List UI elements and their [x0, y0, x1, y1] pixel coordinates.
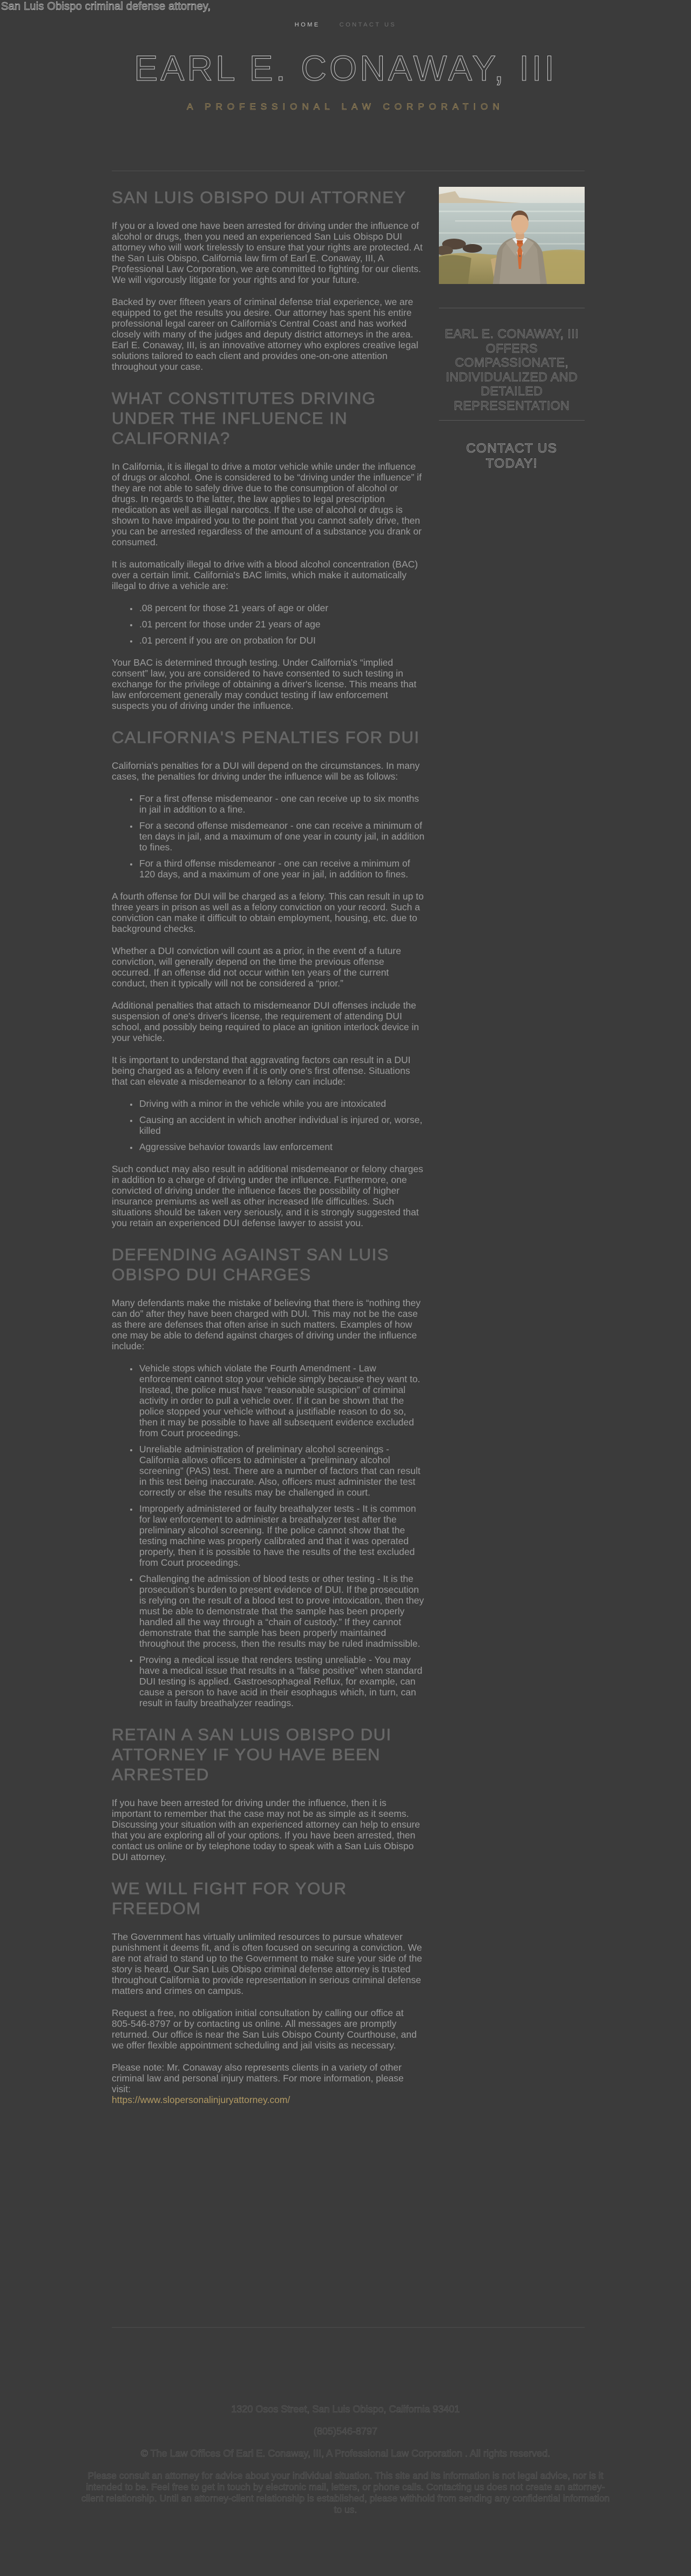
- footer-copyright: © The Law Offices Of Earl E. Conaway, III, A Professional Law Corporation . All rights reserved.: [140, 2448, 551, 2459]
- footer-disclaimer: Please consult an attorney for advice about your individual situation. This site and its information is not legal advice, nor is it intended to be. Feel free to get in touch by electronic mail, letters, or phone calls. Contacting us does not create an attorney-client relationship. Until an attorney-client relationship is established, please withhold from sending any confidential information to us.: [81, 2470, 610, 2515]
- list-item: • For a first offense misdemeanor - one can receive up to six months in jail in addition to a fine.: [138, 793, 425, 815]
- paragraph: In California, it is illegal to drive a motor vehicle while under the influence of drugs or alcohol. One is considered to be “driving under the influence” if they are not able to safely drive due to the consumption of alcohol or drugs. In regards to the latter, the law applies to legal prescription medication as well as illegal narcotics. If the use of alcohol or drugs is shown to have impaired you to the point that you cannot safely drive, then you can be arrested regardless of the amount of a substance you drank or consumed.: [112, 461, 422, 547]
- bac-limits-list: [112, 603, 425, 646]
- footer-phone: (805)546-8797: [313, 2426, 378, 2437]
- list-item: • For a second offense misdemeanor - one can receive a minimum of ten days in jail, and a maximum of one year in county jail, in addition to fines.: [138, 820, 425, 853]
- footer: [0, 2404, 691, 2516]
- paragraph: If you have been arrested for driving under the influence, then it is important to remember that the case may not be as simple as it seems. Discussing your situation with an experienced attorney can help to ensure that you are exploring all of your options. If you have been arrested, then contact us online or by telephone today to speak with a San Luis Obispo DUI attorney.: [112, 1797, 421, 1862]
- footer-divider: [112, 2327, 585, 2328]
- content-area: [112, 171, 585, 2105]
- list-item: • Causing an accident in which another individual is injured or, worse, killed: [138, 1114, 425, 1136]
- paragraph: Your BAC is determined through testing. Under California's “implied consent” law, you are considered to have consented to such testing in exchange for the privilege of obtaining a driver's license. This means that law enforcement generally may conduct testing if law enforcement suspects you of driving under the influence.: [112, 657, 417, 711]
- paragraph: Backed by over fifteen years of criminal defense trial experience, we are equipped to get the results you desire. Our attorney has spent his entire professional legal career on California's Central Coast and has worked closely with many of the judges and deputy district attorneys in the area. Earl E. Conaway, III, is an innovative attorney who explores creative legal solutions tailored to each client and provides one-on-one attention throughout your case.: [112, 296, 418, 372]
- paragraph: Additional penalties that attach to misdemeanor DUI offenses include the suspension of one's driver's license, the requirement of attending DUI school, and possibly being required to place an ignition interlock device in your vehicle.: [112, 1000, 419, 1043]
- paragraph: Request a free, no obligation initial consultation by calling our office at 805-546-8797 or by contacting us online. All messages are promptly returned. Our office is near the San Luis Obispo County Courthouse, and we offer flexible appointment scheduling and jail visits as necessary.: [112, 2007, 417, 2051]
- attorney-photo: [439, 187, 585, 284]
- main-nav: [0, 22, 691, 28]
- list-item: • Challenging the admission of blood tests or other testing - It is the prosecution's burden to present evidence of DUI. If the prosecution is relying on the result of a blood test to prove intoxication, then they must be able to demonstrate that the sample has been properly handled all the way through a “chain of custody.” If they cannot demonstrate that the sample has been properly maintained throughout the process, then the results may be ruled inadmissible.: [138, 1573, 425, 1649]
- article-column: [112, 171, 425, 2105]
- nav-home[interactable]: HOME: [294, 22, 320, 28]
- list-item: • Improperly administered or faulty breathalyzer tests - It is common for law enforcement to administer a breathalyzer test after the preliminary alcohol screening. If the police cannot show that the testing machine was properly calibrated and that it was operated properly, then it is possible to have the results of the test excluded from Court proceedings.: [138, 1503, 425, 1568]
- paragraph: The Government has virtually unlimited resources to pursue whatever punishment it deems fit, and is often focused on securing a conviction. We are not afraid to stand up to the Government to make sure your side of the story is heard. Our San Luis Obispo criminal defense attorney is trusted throughout California to provide representation in serious criminal defense matters and crimes on campus.: [112, 1931, 422, 1996]
- list-item: • Aggressive behavior towards law enforcement: [138, 1141, 425, 1152]
- list-item: • .01 percent if you are on probation for DUI: [138, 635, 425, 646]
- site-title: EARL E. CONAWAY, III: [134, 48, 557, 88]
- sidebar-quote: EARL E. CONAWAY, III OFFERS COMPASSIONATE, INDIVIDUALIZED AND DETAILED REPRESENTATION: [444, 327, 579, 413]
- contact-cta[interactable]: CONTACT US TODAY!: [466, 441, 558, 471]
- defenses-list: [112, 1363, 425, 1708]
- paragraph: If you or a loved one have been arrested for driving under the influence of alcohol or drugs, then you need an experienced San Luis Obispo DUI attorney who will work tirelessly to ensure that your rights are protected. At the San Luis Obispo, California law firm of Earl E. Conaway, III, A Professional Law Corporation, we are committed to fighting for our clients. We will vigorously litigate for your rights and for your future.: [112, 220, 423, 285]
- paragraph: Please note: Mr. Conaway also represents clients in a variety of other criminal law and personal injury matters. For more information, please visit:: [112, 2062, 404, 2094]
- paragraph: Many defendants make the mistake of believing that there is “nothing they can do” after they have been charged with DUI. This may not be the case as there are defenses that often arise in such matters. Examples of how one may be able to defend against charges of driving under the influence include:: [112, 1297, 421, 1351]
- paragraph: It is automatically illegal to drive with a blood alcohol concentration (BAC) over a certain limit. California's BAC limits, which make it automatically illegal to drive a vehicle are:: [112, 559, 418, 591]
- felony-factors-list: [112, 1098, 425, 1152]
- sidebar: [439, 171, 585, 471]
- section-heading-fight: WE WILL FIGHT FOR YOUR FREEDOM: [112, 1879, 347, 1918]
- section-heading-dui-attorney: SAN LUIS OBISPO DUI ATTORNEY: [112, 188, 407, 207]
- personal-injury-link[interactable]: https://www.slopersonalinjuryattorney.com/: [112, 2094, 290, 2105]
- site-subtitle: A PROFESSIONAL LAW CORPORATION: [187, 102, 504, 112]
- nav-contact-us[interactable]: CONTACT US: [339, 22, 397, 28]
- penalties-list: [112, 793, 425, 880]
- section-heading-retain: RETAIN A SAN LUIS OBISPO DUI ATTORNEY IF YOU HAVE BEEN ARRESTED: [112, 1725, 392, 1784]
- list-item: • Proving a medical issue that renders testing unreliable - You may have a medical issue that results in a “false positive” when standard DUI testing is applied. Gastroesophageal Reflux, for example, can cause a person to have acid in their esophagus which, in turn, can result in faulty breathalyzer readings.: [138, 1654, 425, 1708]
- paragraph: Whether a DUI conviction will count as a prior, in the event of a future conviction, will generally depend on the time the previous offense occurred. If an offense did not occur within ten years of the current conduct, then it typically will not be considered a “prior.”: [112, 945, 401, 989]
- footer-address: 1320 Osos Street, San Luis Obispo, California 93401: [231, 2404, 460, 2415]
- divider: [439, 420, 585, 421]
- list-item: • Unreliable administration of preliminary alcohol screenings - California allows officers to administer a “preliminary alcohol screening” (PAS) test. There are a number of factors that can result in this test being inaccurate. Also, officers must administer the test correctly or else the results may be challenged in court.: [138, 1444, 425, 1498]
- site-tagline: San Luis Obispo criminal defense attorney,: [1, 1, 211, 12]
- section-heading-what-constitutes: WHAT CONSTITUTES DRIVING UNDER THE INFLUENCE IN CALIFORNIA?: [112, 389, 376, 448]
- list-item: • Vehicle stops which violate the Fourth Amendment - Law enforcement cannot stop your vehicle simply because they want to. Instead, the police must have “reasonable suspicion” of criminal activity in order to pull a vehicle over. If it can be shown that the police stopped your vehicle without a justifiable reason to do so, then it may be possible to have all subsequent evidence excluded from Court proceedings.: [138, 1363, 425, 1438]
- list-item: • .01 percent for those under 21 years of age: [138, 619, 425, 630]
- section-heading-defending: DEFENDING AGAINST SAN LUIS OBISPO DUI CHARGES: [112, 1245, 389, 1284]
- list-item: • .08 percent for those 21 years of age or older: [138, 603, 425, 613]
- paragraph: Such conduct may also result in additional misdemeanor or felony charges in addition to a charge of driving under the influence. Furthermore, one convicted of driving under the influence faces the possibility of higher insurance premiums as well as other increased life difficulties. Such situations should be taken very seriously, and it is strongly suggested that you retain an experienced DUI defense lawyer to assist you.: [112, 1164, 423, 1228]
- paragraph: A fourth offense for DUI will be charged as a felony. This can result in up to three years in prison as well as a felony conviction on your record. Such a conviction can make it difficult to obtain employment, housing, etc. due to background checks.: [112, 891, 424, 934]
- section-heading-penalties: CALIFORNIA'S PENALTIES FOR DUI: [112, 728, 420, 747]
- list-item: • Driving with a minor in the vehicle while you are intoxicated: [138, 1098, 425, 1109]
- paragraph: California's penalties for a DUI will depend on the circumstances. In many cases, the penalties for driving under the influence will be as follows:: [112, 760, 420, 782]
- paragraph: It is important to understand that aggravating factors can result in a DUI being charged as a felony even if it is only one's first offense. Situations that can elevate a misdemeanor to a felony can include:: [112, 1054, 411, 1087]
- list-item: • For a third offense misdemeanor - one can receive a minimum of 120 days, and a maximum of one year in jail, in addition to fines.: [138, 858, 425, 880]
